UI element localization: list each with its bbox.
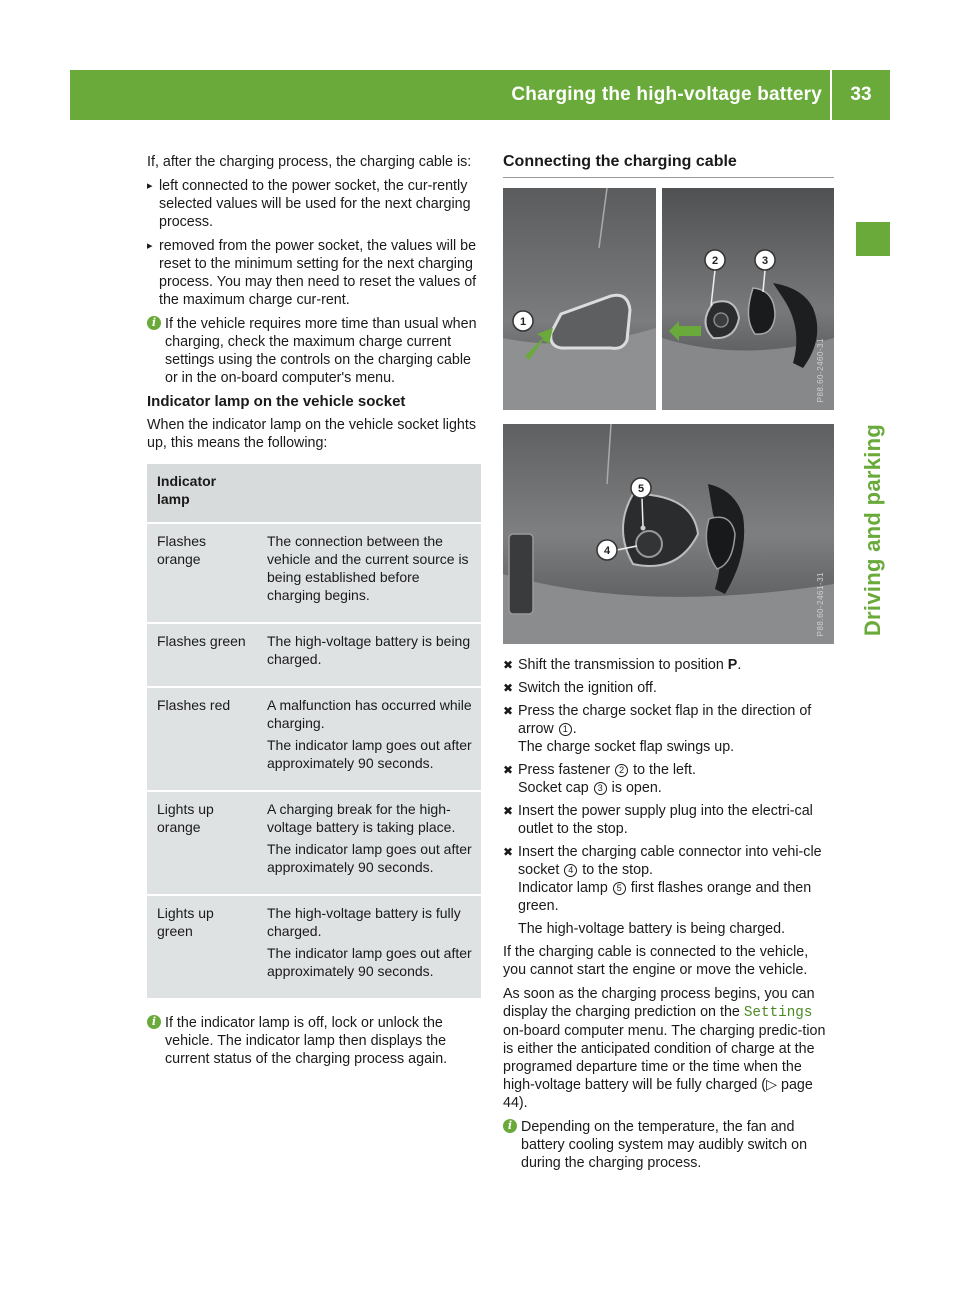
table-header-row [147, 464, 481, 523]
body-paragraph: If the charging cable is connected to the vehicle, you cannot start the engine or move the vehicle. [503, 944, 809, 978]
table-header-cell: Indicator lamp [147, 464, 257, 523]
step-text: to the stop. [578, 862, 654, 878]
page-reference[interactable]: page 44). [503, 1077, 813, 1111]
instruction-step [503, 802, 834, 838]
section-heading: Indicator lamp on the vehicle socket [147, 393, 406, 410]
lamp-state: Lights up green [147, 895, 257, 999]
step-text: Insert the power supply plug into the electri-cal outlet to the stop. [518, 803, 813, 837]
info-icon: i [147, 1015, 161, 1029]
vehicle-socket-figure [503, 424, 834, 644]
lamp-meaning-text: The indicator lamp goes out after approximately 90 seconds. [267, 945, 472, 979]
step-text: . [737, 657, 742, 673]
section-tab-label: Driving and parking [860, 423, 885, 637]
step-arrow-icon: ✖ [503, 704, 514, 718]
callout-4: 4 [603, 545, 611, 557]
left-column [147, 153, 481, 1074]
info-note [147, 1014, 481, 1068]
step-arrow-icon: ✖ [503, 845, 514, 859]
step-result: The high-voltage battery is being charged. [518, 921, 786, 937]
lamp-meaning [257, 791, 481, 895]
table-row [147, 623, 481, 687]
step-result: Indicator lamp [518, 880, 612, 896]
intro-text: If, after the charging process, the charging cable is: [147, 154, 472, 170]
lamp-meaning-text: The indicator lamp goes out after approximately 90 seconds. [267, 841, 472, 875]
paragraph-text: As soon as the charging process begins, you can display the charging prediction on the [503, 986, 815, 1020]
bullet-item: ▸ removed from the power socket, the values will be reset to the minimum setting for the next charging process. You may then need to reset the values of the maximum charge cur-rent. [147, 237, 481, 309]
lamp-meaning-text: A charging break for the high-voltage battery is taking place. [267, 801, 456, 835]
lamp-meaning-text: The high-voltage battery is fully charged. [267, 905, 461, 939]
step-text: Switch the ignition off. [518, 680, 657, 696]
info-icon: i [503, 1119, 517, 1133]
table-row [147, 791, 481, 895]
lamp-meaning [257, 895, 481, 999]
lamp-state: Flashes red [147, 687, 257, 791]
settings-menu-name: Settings [743, 1005, 813, 1021]
table-row [147, 687, 481, 791]
lamp-meaning [257, 687, 481, 791]
charge-flap-figure [503, 188, 834, 410]
bullet-item: ▸ left connected to the power socket, the cur-rently selected values will be used for the next charging process. [147, 177, 481, 231]
callout-ref: 3 [594, 782, 607, 795]
section-intro: When the indicator lamp on the vehicle socket lights up, this means the following: [147, 417, 477, 451]
step-arrow-icon: ✖ [503, 763, 514, 777]
step-text: Insert the charging cable connector into vehi-cle socket [518, 844, 822, 878]
info-note-text: If the vehicle requires more time than usual when charging, check the maximum charge current settings using the controls on the charging cable or in the on-board computer's menu. [165, 316, 477, 386]
table-row [147, 523, 481, 623]
step-text: to the left. [629, 762, 696, 778]
step-arrow-icon: ✖ [503, 681, 514, 695]
step-text: Press the charge socket flap in the direction of arrow [518, 703, 812, 737]
charge-flap-illustration [503, 188, 834, 410]
step-arrow-icon: ✖ [503, 658, 514, 672]
instruction-step [503, 843, 834, 938]
callout-ref: 5 [613, 882, 626, 895]
lamp-meaning-text: The connection between the vehicle and the current source is being established before charging begins. [267, 533, 469, 603]
callout-ref: 1 [559, 723, 572, 736]
lamp-state: Flashes green [147, 623, 257, 687]
info-note-text: Depending on the temperature, the fan and battery cooling system may audibly switch on during the charging process. [521, 1119, 808, 1171]
callout-1: 1 [519, 316, 527, 328]
indicator-lamp-table [147, 464, 481, 1000]
body-paragraph [503, 985, 834, 1112]
table-row [147, 895, 481, 999]
figure-code: P88.60-2461-31 [816, 571, 825, 636]
info-note [147, 315, 481, 387]
step-text: Shift the transmission to position [518, 657, 728, 673]
lamp-meaning-text: The high-voltage battery is being charged. [267, 633, 471, 667]
page-title: Charging the high-voltage battery [511, 84, 822, 105]
section-heading: Connecting the charging cable [503, 153, 834, 178]
callout-3: 3 [761, 255, 769, 267]
info-note-text: If the indicator lamp is off, lock or unlock the vehicle. The indicator lamp then displays the current status of the charging process again. [165, 1015, 448, 1067]
table-header-cell-empty [257, 464, 481, 523]
page-number: 33 [850, 84, 872, 105]
step-text: . [572, 721, 577, 737]
gear-position: P [727, 657, 738, 673]
info-icon: i [147, 316, 161, 330]
instruction-step [503, 702, 834, 756]
step-result: first flashes orange and then green. [518, 880, 812, 914]
right-column [503, 153, 834, 1178]
lamp-meaning [257, 623, 481, 687]
page-ref-arrow-icon: ▷ [766, 1077, 778, 1093]
lamp-meaning-text: The indicator lamp goes out after approximately 90 seconds. [267, 737, 472, 771]
lamp-state: Lights up orange [147, 791, 257, 895]
callout-ref: 4 [564, 864, 577, 877]
step-result: The charge socket flap swings up. [518, 739, 735, 755]
paragraph-text: on-board computer menu. The charging predic-tion is either the anticipated condition of charge at the programed departure time or the time when the high-voltage battery will be fully charged ( [503, 1023, 826, 1093]
vehicle-socket-illustration [503, 424, 834, 644]
section-tab-marker [856, 222, 890, 256]
step-result: Socket cap [518, 780, 593, 796]
step-arrow-icon: ✖ [503, 804, 514, 818]
callout-5: 5 [637, 483, 645, 495]
callout-ref: 2 [615, 764, 628, 777]
figure-code: P88.60-2460-31 [816, 337, 825, 402]
info-note [503, 1118, 834, 1172]
instruction-step [503, 679, 834, 697]
step-result: is open. [607, 780, 662, 796]
callout-2: 2 [711, 255, 719, 267]
lamp-meaning-text: A malfunction has occurred while charging. [267, 697, 472, 731]
lamp-meaning [257, 523, 481, 623]
step-text: Press fastener [518, 762, 615, 778]
lamp-state: Flashes orange [147, 523, 257, 623]
instruction-step [503, 656, 834, 674]
instruction-step [503, 761, 834, 797]
